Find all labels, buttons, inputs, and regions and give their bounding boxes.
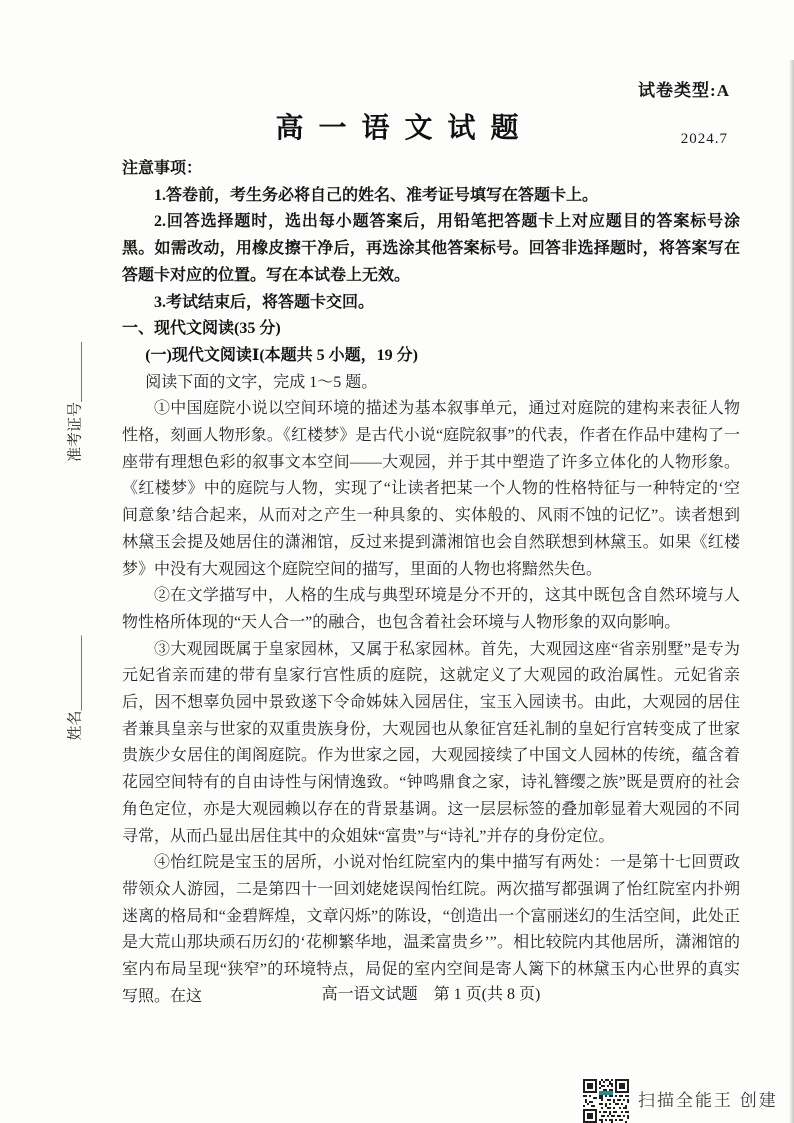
scanner-watermark [583,1079,778,1123]
section-heading-part-one: 一、现代文阅读(35 分) [122,320,281,338]
paper-type-label: 试卷类型:A [638,81,730,100]
notice-item-2: 2.回答选择题时，选出每小题答案后，用铅笔把答题卡上对应题目的答案标号涂黑。如需改动，用橡皮擦干净后，再选涂其他答案标号。回答非选择题时，将答案写在答题卡对应的位置。写在本试卷上无效。 [122,213,740,284]
exam-date: 2024.7 [680,131,728,147]
subsection-heading-reading-one: (一)现代文阅读Ⅰ(本题共 5 小题，19 分) [145,346,418,364]
notice-item-1: 1.答卷前，考生务必将自己的姓名、准考证号填写在答题卡上。 [154,186,599,204]
notice-heading: 注意事项： [122,160,203,177]
exam-body [122,156,740,1011]
scanner-credit-text: 扫描全能王 创建 [638,1091,778,1110]
passage-paragraph-4: ④怡红院是宝玉的居所，小说对怡红院室内的集中描写有两处：一是第十七回贾政带领众人游园，二是第四十一回刘姥姥误闯怡红院。两次描写都强调了怡红院室内扑朔迷离的格局和“金碧辉煌，文章闪烁”的陈设，“创造出一个富丽迷幻的生活空间，此处正是大荒山那块顽石历幻的‘花柳繁华地，温柔富贵乡’”。相比较院内其他居所，潇湘馆的室内布局呈现“狭窄”的环境特点，局促的室内空间是寄人篱下的林黛玉内心世界的真实写照。在这 [122,854,740,1005]
qr-accent-bar [599,1091,613,1095]
page-footer: 高一语文试题 第 1 页(共 8 页) [321,986,541,1003]
passage-paragraph-2: ②在文学描写中，人格的生成与典型环境是分不开的，这其中既包含自然环境与人物性格所体现的“天人合一”的融合，也包含着社会环境与人物形象的双向影响。 [122,587,740,631]
passage-paragraph-3: ③大观园既属于皇家园林，又属于私家园林。首先，大观园这座“省亲别墅”是专为元妃省亲而建的带有皇家行宫性质的庭院，这就定义了大观园的政治属性。元妃省亲后，因不想辜负园中景致遂下令命姊妹入园居住，宝玉入园读书。由此，大观园的居住者兼具皇亲与世家的双重贵族身份，大观园也从象征宫廷礼制的皇妃行宫转变成了世家贵族少女居住的闺阁庭院。作为世家之园，大观园接续了中国文人园林的传统，蕴含着花园空间特有的自由诗性与闲情逸致。“钟鸣鼎食之家，诗礼簪缨之族”既是贾府的社会角色定位，亦是大观园赖以存在的背景基调。这一层层标签的叠加彰显着大观园的不同寻常，从而凸显出居住其中的众姐妹“富贵”与“诗礼”并存的身份定位。 [122,640,740,845]
name-field-label: 姓名＿＿＿＿＿ [67,635,84,741]
scan-edge-shadow [789,60,794,1123]
notice-item-3: 3.考试结束后，将答题卡交回。 [154,293,375,311]
exam-number-field-label: 准考证号＿＿＿＿ [67,341,84,463]
reading-passage [122,396,740,1010]
notice-section [122,156,740,316]
reading-instruction: 阅读下面的文字，完成 1～5 题。 [145,373,378,391]
passage-paragraph-1: ①中国庭院小说以空间环境的描述为基本叙事单元，通过对庭院的建构来表征人物性格，刻画人物形象。《红楼梦》是古代小说“庭院叙事”的代表，作者在作品中建构了一座带有理想色彩的叙事文本空间——大观园，并于其中塑造了许多立体化的人物形象。《红楼梦》中的庭院与人物，实现了“让读者把某一个人物的性格特征与一种特定的‘空间意象’结合起来，从而对之产生一种具象的、实体般的、风雨不蚀的记忆”。读者想到林黛玉会提及她居住的潇湘馆，反过来提到潇湘馆也会自然联想到林黛玉。如果《红楼梦》中没有大观园这个庭院空间的描写，里面的人物也将黯然失色。 [122,400,740,578]
page-title: 高一语文试题 [275,113,534,144]
qr-code-icon [583,1079,629,1123]
